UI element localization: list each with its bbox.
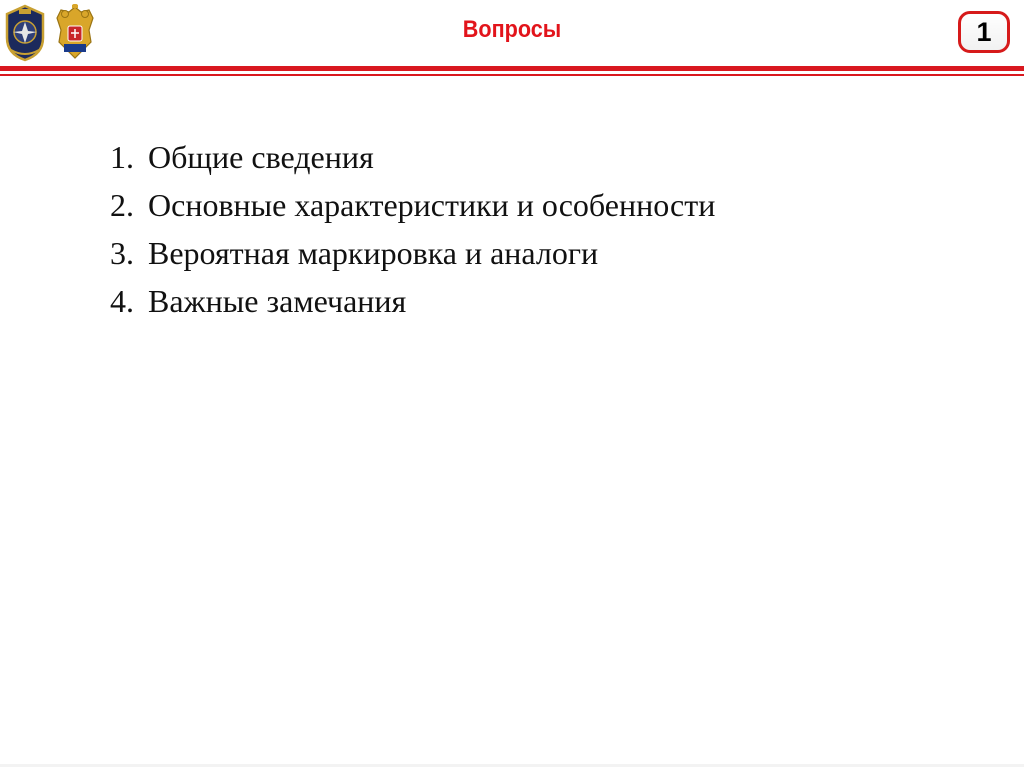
question-text: Важные замечания — [148, 283, 407, 319]
questions-list — [110, 133, 970, 325]
slide-title: Вопросы — [462, 16, 562, 43]
question-number: 3. — [110, 235, 134, 271]
question-item-1 — [110, 133, 970, 181]
header-divider-thick — [0, 66, 1024, 71]
question-item-2 — [110, 181, 970, 229]
slide-header — [0, 0, 1024, 66]
emblem-icon — [3, 4, 47, 62]
question-item-4 — [110, 277, 970, 325]
question-text: Общие сведения — [148, 139, 374, 175]
question-number: 1. — [110, 139, 134, 175]
slide-number-badge: 1 — [958, 11, 1010, 53]
header-divider-thin — [0, 74, 1024, 76]
question-text: Вероятная маркировка и аналоги — [148, 235, 599, 271]
question-text: Основные характеристики и особенности — [148, 187, 716, 223]
question-number: 2. — [110, 187, 134, 223]
question-number: 4. — [110, 283, 134, 319]
question-item-3 — [110, 229, 970, 277]
